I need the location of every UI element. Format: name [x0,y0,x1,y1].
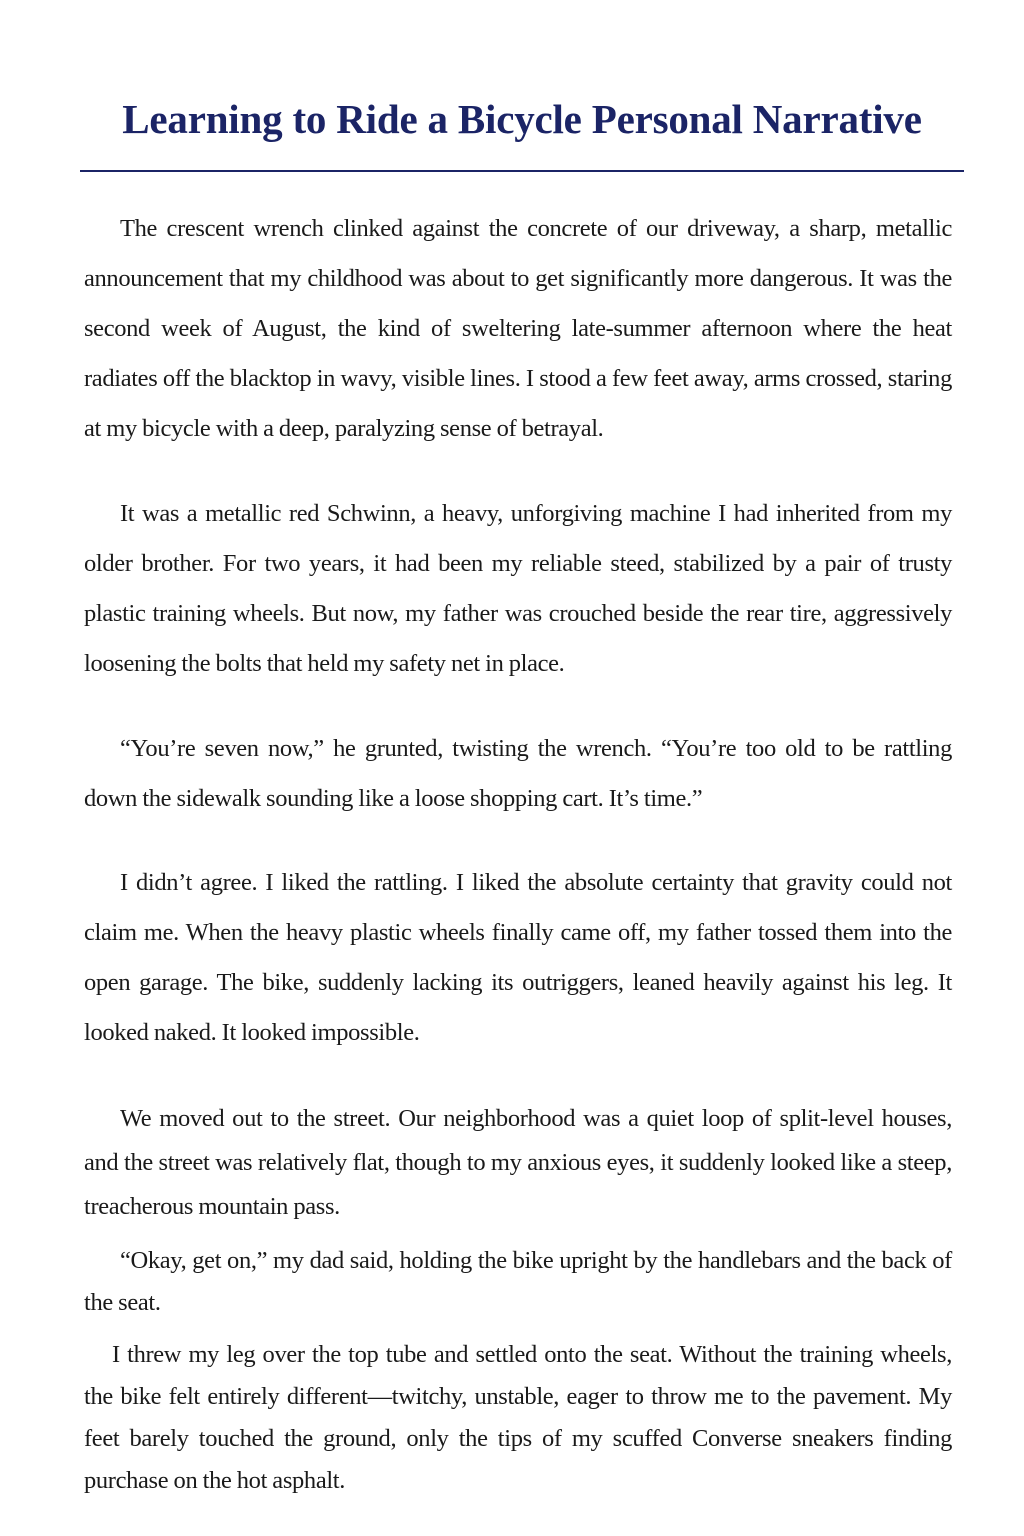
paragraph-4: I didn’t agree. I liked the rattling. I liked the absolute certainty that gravity could not claim me. When the heavy plastic wheels finally came off, my father tossed them into the open garage. The bike, suddenly lacking its outriggers, leaned heavily against his leg. It looked naked. It looked impossible. [84,869,952,1046]
paragraph-5: We moved out to the street. Our neighborhood was a quiet loop of split-level houses, and the street was relatively flat, though to my anxious eyes, it suddenly looked like a steep, treacherous mountain pass. [84,1105,952,1220]
paragraph-2: It was a metallic red Schwinn, a heavy, unforgiving machine I had inherited from my older brother. For two years, it had been my reliable steed, stabilized by a pair of trusty plastic training wheels. But now, my father was crouched beside the rear tire, aggressively loosening the bolts that held my safety net in place. [84,500,952,677]
title-divider [80,170,964,172]
paragraph-3: “You’re seven now,” he grunted, twisting the wrench. “You’re too old to be rattling down the sidewalk sounding like a loose shopping cart. It’s time.” [84,735,952,812]
document-title: Learning to Ride a Bicycle Personal Narrative [122,96,922,142]
paragraph-6: “Okay, get on,” my dad said, holding the bike upright by the handlebars and the back of the seat. [84,1247,952,1316]
paragraph-7: I threw my leg over the top tube and settled onto the seat. Without the training wheels, the bike felt entirely different—twitchy, unstable, eager to throw me to the pavement. My feet barely touched the ground, only the tips of my scuffed Converse sneakers finding purchase on the hot asphalt. [84,1341,952,1494]
paragraph-1: The crescent wrench clinked against the concrete of our driveway, a sharp, metallic announcement that my childhood was about to get significantly more dangerous. It was the second week of August, the kind of sweltering late-summer afternoon where the heat radiates off the blacktop in wavy, visible lines. I stood a few feet away, arms crossed, staring at my bicycle with a deep, paralyzing sense of betrayal. [84,215,952,442]
